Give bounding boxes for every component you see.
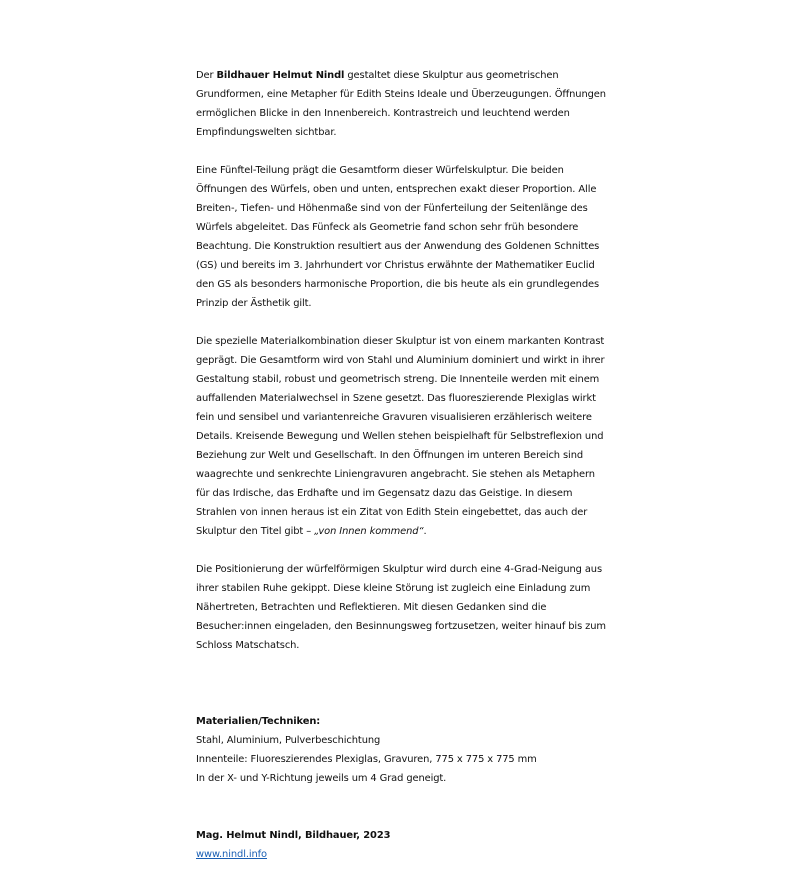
section-spacer: [196, 807, 606, 826]
section-spacer: [196, 674, 606, 712]
intro-text-before: Der: [196, 70, 217, 81]
author-credit: Mag. Helmut Nindl, Bildhauer, 2023: [196, 830, 391, 841]
intro-paragraph: [196, 66, 606, 142]
materials-paragraph: [196, 332, 606, 541]
materials-block: [196, 712, 606, 788]
materials-line: Innenteile: Fluoreszierendes Plexiglas, Gravuren, 775 x 775 x 775 mm: [196, 754, 537, 765]
credit-block: [196, 826, 606, 864]
materials-line: Stahl, Aluminium, Pulverbeschichtung: [196, 735, 381, 746]
materials-paragraph-text: Die spezielle Materialkombination dieser Skulptur ist von einem markanten Kontrast geprägt. Die Gesamtform wird von Stahl und Aluminium dominiert und wirkt in ihrer Gestaltung stabil, robust und geometrisch streng. Die Innenteile werden mit einem auffallenden Materialwechsel in Szene gesetzt. Das fluoreszierende Plexiglas wirkt fein und sensibel und variantenreiche Gravuren visualisieren erzählerisch weitere Details. Kreisende Bewegung und Wellen stehen beispielhaft für Selbstreflexion und Beziehung zur Welt und Gesellschaft. In den Öffnungen im unteren Bereich sind waagrechte und senkrechte Liniengravuren angebracht. Sie stehen als Metaphern für das Irdische, das Erdhafte und im Gegensatz dazu das Geistige. In diesem Strahlen von innen heraus ist ein Zitat von Edith Stein eingebettet, das auch der Skulptur den Titel gibt –: [196, 336, 605, 537]
intro-text-after: gestaltet diese Skulptur aus geometrischen Grundformen, eine Metapher für Edith Steins Ideale und Überzeugungen. Öffnungen ermöglichen Blicke in den Innenbereich. Kontrastreich und leuchtend werden Empfindungswelten sichtbar.: [196, 70, 606, 138]
sculptor-name: Bildhauer Helmut Nindl: [216, 70, 345, 81]
geometry-paragraph: Eine Fünftel-Teilung prägt die Gesamtform dieser Würfelskulptur. Die beiden Öffnungen des Würfels, oben und unten, entsprechen exakt dieser Proportion. Alle Breiten-, Tiefen- und Höhenmaße sind von der Fünferteilung der Seitenlänge des Würfels abgeleitet. Das Fünfeck als Geometrie fand schon sehr früh besondere Beachtung. Die Konstruktion resultiert aus der Anwendung des Goldenen Schnittes (GS) und bereits im 3. Jahrhundert vor Christus erwähnte der Mathematiker Euclid den GS als besonders harmonische Proportion, die bis heute als ein grundlegendes Prinzip der Ästhetik gilt.: [196, 165, 600, 309]
document-body: [196, 66, 606, 883]
materials-paragraph-end: .: [423, 526, 427, 537]
materials-heading: Materialien/Techniken:: [196, 716, 321, 727]
website-link[interactable]: www.nindl.info: [196, 849, 267, 860]
positioning-paragraph: Die Positionierung der würfelförmigen Skulptur wird durch eine 4-Grad-Neigung aus ihrer stabilen Ruhe gekippt. Diese kleine Störung ist zugleich eine Einladung zum Nähertreten, Betrachten und Reflektieren. Mit diesen Gedanken sind die Besucher:innen eingeladen, den Besinnungsweg fortzusetzen, weiter hinauf bis zum Schloss Matschatsch.: [196, 564, 606, 651]
materials-line: In der X- und Y-Richtung jeweils um 4 Grad geneigt.: [196, 773, 447, 784]
title-quote: „von Innen kommend“: [314, 526, 424, 537]
